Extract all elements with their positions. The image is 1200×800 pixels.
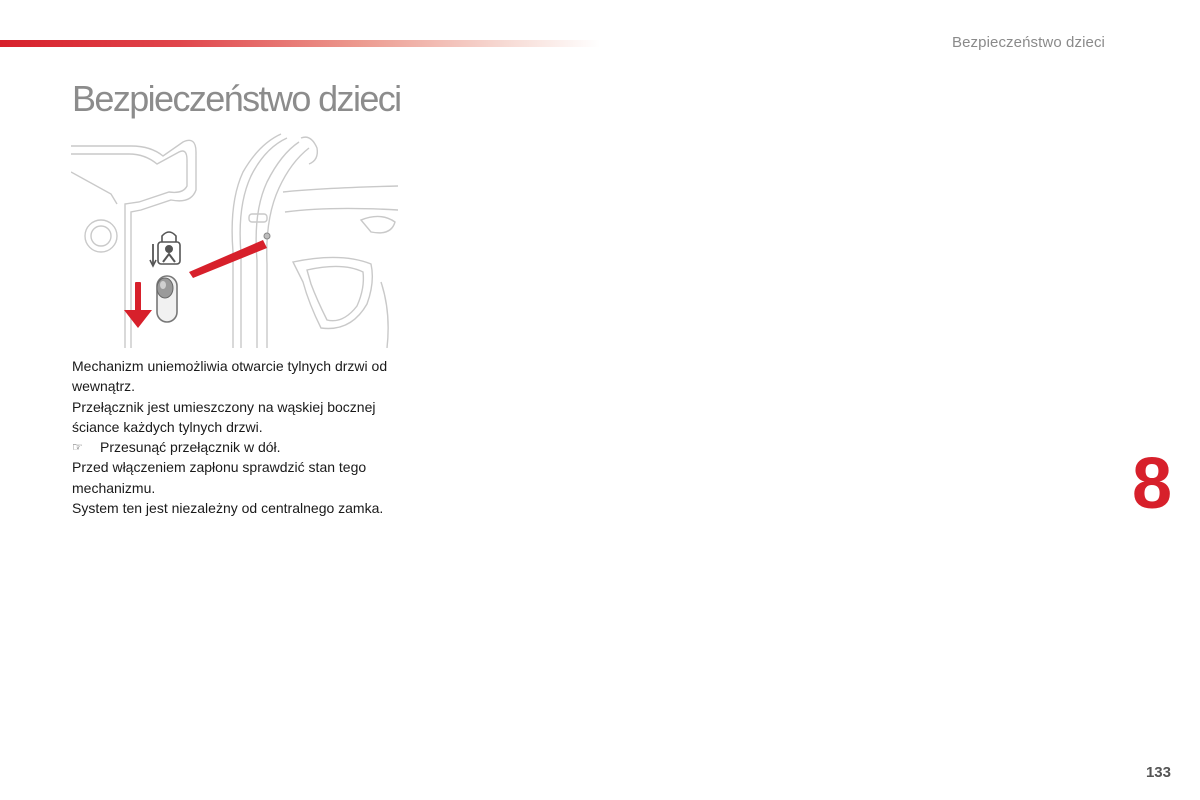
paragraph: Przed włączeniem zapłonu sprawdzić stan tego mechanizmu. (72, 459, 367, 496)
chapter-number: 8 (1131, 444, 1172, 524)
paragraph: Przełącznik jest umieszczony na wąskiej bocznej ściance każdych tylnych drzwi. (72, 398, 376, 435)
paragraph: Mechanizm uniemożliwia otwarcie tylnych drzwi od wewnątrz. (72, 358, 388, 395)
instruction-bullet (72, 437, 412, 457)
page-title: Bezpieczeństwo dzieci (72, 78, 401, 119)
bullet-text: Przesunąć przełącznik w dół. (100, 439, 281, 456)
header-accent-bar (0, 40, 600, 47)
body-text (72, 356, 412, 518)
child-lock-diagram-icon (71, 132, 398, 348)
pointing-hand-icon: ☞ (72, 440, 83, 455)
running-header: Bezpieczeństwo dzieci (951, 34, 1105, 51)
paragraph: System ten jest niezależny od centralnego zamka. (72, 500, 384, 517)
page-number: 133 (1145, 764, 1171, 781)
